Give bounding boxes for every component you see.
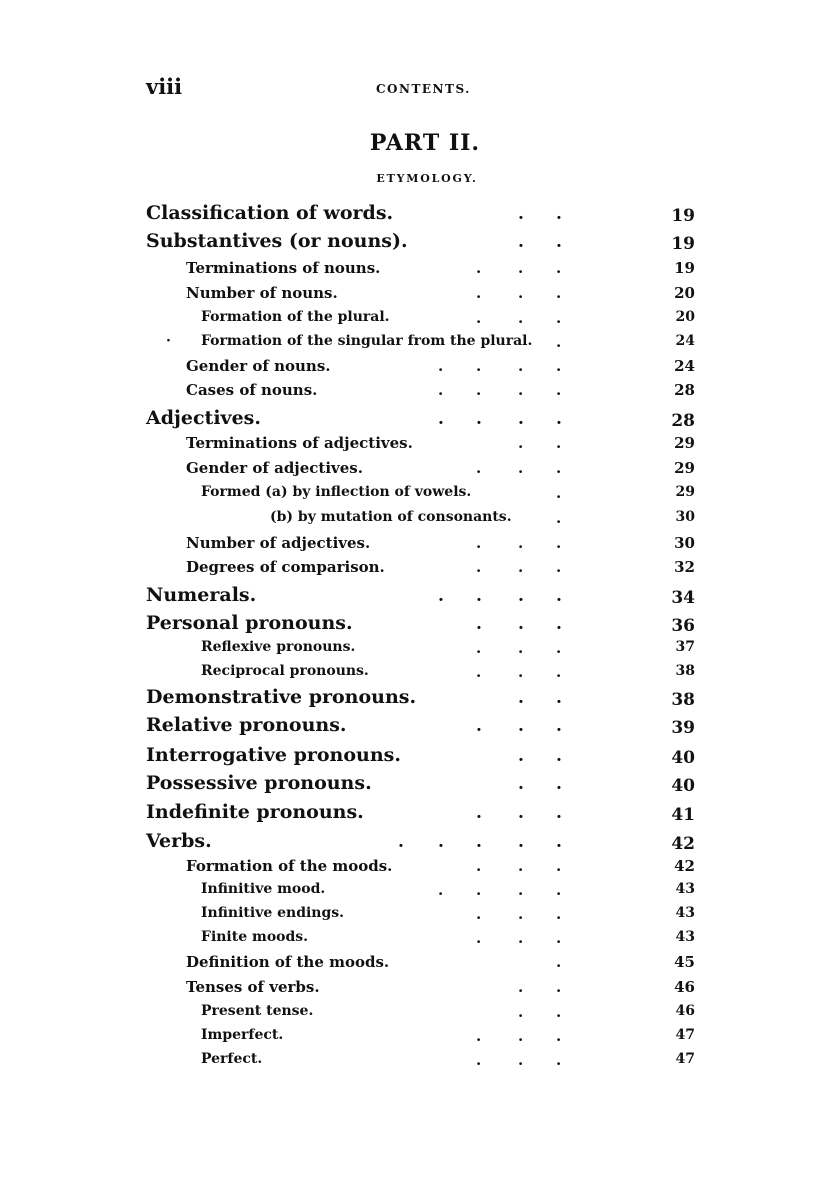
toc-entry-page: 46 <box>675 1003 695 1019</box>
leader-dot: . <box>518 746 524 766</box>
toc-entry-page: 20 <box>675 309 695 325</box>
toc-entry-page: 43 <box>675 905 695 921</box>
leader-dot: . <box>556 688 562 708</box>
toc-entry-label: Imperfect. <box>201 1027 284 1043</box>
leader-dot: . <box>476 803 482 823</box>
toc-entry-label: Infinitive endings. <box>201 905 345 921</box>
toc-entry-page: 41 <box>671 805 695 825</box>
leader-dot: . <box>518 1027 524 1045</box>
leader-dot: . <box>438 881 444 899</box>
toc-entry-label: Verbs. <box>146 830 212 852</box>
toc-entry-label: Terminations of nouns. <box>186 259 381 277</box>
toc-entry-label: Finite moods. <box>201 929 309 945</box>
leader-dot: . <box>476 1051 482 1069</box>
leader-dot: . <box>518 459 524 477</box>
toc-entry-label: Formation of the plural. <box>201 309 390 325</box>
leader-dot: . <box>518 881 524 899</box>
toc-entry-page: 19 <box>671 234 695 254</box>
toc-entry-page: 38 <box>671 690 695 710</box>
toc-entry-label: Perfect. <box>201 1051 263 1067</box>
section-title: ETYMOLOGY. <box>376 172 478 185</box>
leader-dot: . <box>476 586 482 606</box>
leader-dot: . <box>518 309 524 327</box>
leader-dot: . <box>556 1027 562 1045</box>
toc-entry-page: 42 <box>671 834 695 854</box>
leader-dot: . <box>438 832 444 852</box>
leader-dot: . <box>518 803 524 823</box>
toc-entry-page: 43 <box>675 881 695 897</box>
toc-entry-label: Adjectives. <box>146 407 261 429</box>
leader-dot: . <box>518 232 524 252</box>
toc-entry-label: Degrees of comparison. <box>186 558 385 576</box>
toc-entry-label: Substantives (or nouns). <box>146 230 408 252</box>
toc-entry-page: 39 <box>671 718 695 738</box>
leader-dot: . <box>476 459 482 477</box>
toc-entry-label: Formation of the singular from the plural. <box>201 333 533 349</box>
leader-dot: . <box>556 232 562 252</box>
toc-entry-label: Classification of words. <box>146 202 394 224</box>
leader-dot: . <box>556 357 562 375</box>
leader-dot: . <box>556 905 562 923</box>
leader-dot: . <box>518 381 524 399</box>
toc-entry-label: Relative pronouns. <box>146 714 347 736</box>
leader-dot: . <box>518 774 524 794</box>
toc-entry-label: Possessive pronouns. <box>146 772 372 794</box>
leader-dot: . <box>518 688 524 708</box>
leader-dot: . <box>518 639 524 657</box>
leader-dot: . <box>476 663 482 681</box>
leader-dot: . <box>518 434 524 452</box>
toc-entry-page: 40 <box>671 776 695 796</box>
toc-entry-page: 36 <box>671 616 695 636</box>
toc-entry-label: Reflexive pronouns. <box>201 639 356 655</box>
leader-dot: . <box>556 832 562 852</box>
toc-entry-label: Gender of nouns. <box>186 357 331 375</box>
leader-dot: . <box>556 309 562 327</box>
leader-dot: . <box>556 716 562 736</box>
toc-entry-page: 47 <box>675 1027 695 1043</box>
leader-dot: . <box>518 1051 524 1069</box>
leader-dot: . <box>476 259 482 277</box>
toc-entry-page: 30 <box>674 534 695 552</box>
leader-dot: . <box>556 953 562 971</box>
leader-dot: . <box>518 663 524 681</box>
leader-dot: . <box>556 1003 562 1021</box>
leader-dot: . <box>556 857 562 875</box>
page-number: viii <box>146 74 183 99</box>
leader-dot: . <box>518 204 524 224</box>
leader-dot: . <box>398 832 404 852</box>
leader-dot: . <box>518 905 524 923</box>
leader-dot: . <box>476 857 482 875</box>
leader-dot: . <box>556 204 562 224</box>
leader-dot: . <box>518 284 524 302</box>
toc-entry-label: Personal pronouns. <box>146 612 353 634</box>
leader-dot: . <box>556 558 562 576</box>
leader-dot: . <box>476 534 482 552</box>
toc-entry-page: 47 <box>675 1051 695 1067</box>
leader-dot: . <box>556 586 562 606</box>
toc-entry-label: Infinitive mood. <box>201 881 326 897</box>
leader-dot: . <box>518 929 524 947</box>
toc-entry-page: 42 <box>674 857 695 875</box>
leader-dot: . <box>518 259 524 277</box>
leader-dot: . <box>556 929 562 947</box>
leader-dot: . <box>476 284 482 302</box>
toc-entry-label: Reciprocal pronouns. <box>201 663 369 679</box>
leader-dot: . <box>476 1027 482 1045</box>
leader-dot: . <box>518 978 524 996</box>
toc-entry-label: Number of adjectives. <box>186 534 371 552</box>
leader-dot: . <box>556 333 562 351</box>
toc-entry-page: 29 <box>674 459 695 477</box>
leader-dot: . <box>556 284 562 302</box>
leader-dot: . <box>518 716 524 736</box>
toc-entry-page: 19 <box>674 259 695 277</box>
leader-dot: . <box>556 509 562 527</box>
leader-dot: . <box>518 534 524 552</box>
leader-dot: . <box>476 558 482 576</box>
leader-dot: . <box>518 1003 524 1021</box>
leader-dot: . <box>556 484 562 502</box>
stray-mark: · <box>166 333 171 349</box>
toc-entry-page: 20 <box>674 284 695 302</box>
toc-entry-label: Number of nouns. <box>186 284 338 302</box>
toc-entry-page: 19 <box>671 206 695 226</box>
toc-entry-page: 29 <box>675 484 695 500</box>
toc-entry-label: Gender of adjectives. <box>186 459 363 477</box>
toc-entry-label: Numerals. <box>146 584 257 606</box>
toc-entry-page: 45 <box>674 953 695 971</box>
toc-entry-page: 37 <box>675 639 695 655</box>
leader-dot: . <box>476 639 482 657</box>
leader-dot: . <box>438 381 444 399</box>
toc-entry-page: 40 <box>671 748 695 768</box>
toc-entry-page: 34 <box>671 588 695 608</box>
leader-dot: . <box>476 357 482 375</box>
toc-entry-page: 24 <box>674 357 695 375</box>
leader-dot: . <box>556 259 562 277</box>
toc-entry-label: Formed (a) by inflection of vowels. <box>201 484 472 500</box>
leader-dot: . <box>556 803 562 823</box>
leader-dot: . <box>476 929 482 947</box>
leader-dot: . <box>476 614 482 634</box>
leader-dot: . <box>518 558 524 576</box>
toc-entry-label: Interrogative pronouns. <box>146 744 401 766</box>
running-head: CONTENTS. <box>376 82 471 96</box>
leader-dot: . <box>476 905 482 923</box>
leader-dot: . <box>438 409 444 429</box>
leader-dot: . <box>476 716 482 736</box>
leader-dot: . <box>476 832 482 852</box>
part-title: PART II. <box>369 130 481 156</box>
leader-dot: . <box>476 381 482 399</box>
toc-entry-page: 30 <box>675 509 695 525</box>
leader-dot: . <box>556 1051 562 1069</box>
leader-dot: . <box>518 409 524 429</box>
toc-entry-label: Definition of the moods. <box>186 953 390 971</box>
leader-dot: . <box>556 534 562 552</box>
toc-entry-label: Present tense. <box>201 1003 314 1019</box>
leader-dot: . <box>556 978 562 996</box>
leader-dot: . <box>518 357 524 375</box>
toc-entry-label: Formation of the moods. <box>186 857 393 875</box>
leader-dot: . <box>556 774 562 794</box>
page-header <box>0 74 840 104</box>
leader-dot: . <box>556 663 562 681</box>
leader-dot: . <box>476 881 482 899</box>
leader-dot: . <box>556 614 562 634</box>
leader-dot: . <box>556 639 562 657</box>
leader-dot: . <box>556 881 562 899</box>
toc-entry-page: 29 <box>674 434 695 452</box>
leader-dot: . <box>556 434 562 452</box>
toc-entry-page: 28 <box>674 381 695 399</box>
leader-dot: . <box>438 357 444 375</box>
leader-dot: . <box>438 586 444 606</box>
toc-entry-page: 32 <box>674 558 695 576</box>
toc-entry-page: 38 <box>675 663 695 679</box>
leader-dot: . <box>556 459 562 477</box>
leader-dot: . <box>518 857 524 875</box>
toc-entry-label: (b) by mutation of consonants. <box>270 509 512 525</box>
leader-dot: . <box>518 586 524 606</box>
leader-dot: . <box>518 614 524 634</box>
toc-entry-label: Indefinite pronouns. <box>146 801 364 823</box>
leader-dot: . <box>556 746 562 766</box>
leader-dot: . <box>556 409 562 429</box>
leader-dot: . <box>476 409 482 429</box>
leader-dot: . <box>518 832 524 852</box>
toc-entry-label: Tenses of verbs. <box>186 978 320 996</box>
toc-entry-page: 24 <box>675 333 695 349</box>
toc-entry-page: 43 <box>675 929 695 945</box>
toc-entry-page: 46 <box>674 978 695 996</box>
leader-dot: . <box>556 381 562 399</box>
toc-entry-label: Terminations of adjectives. <box>186 434 413 452</box>
toc-entry-page: 28 <box>671 411 695 431</box>
toc-entry-label: Demonstrative pronouns. <box>146 686 417 708</box>
toc-entry-label: Cases of nouns. <box>186 381 318 399</box>
leader-dot: . <box>476 309 482 327</box>
